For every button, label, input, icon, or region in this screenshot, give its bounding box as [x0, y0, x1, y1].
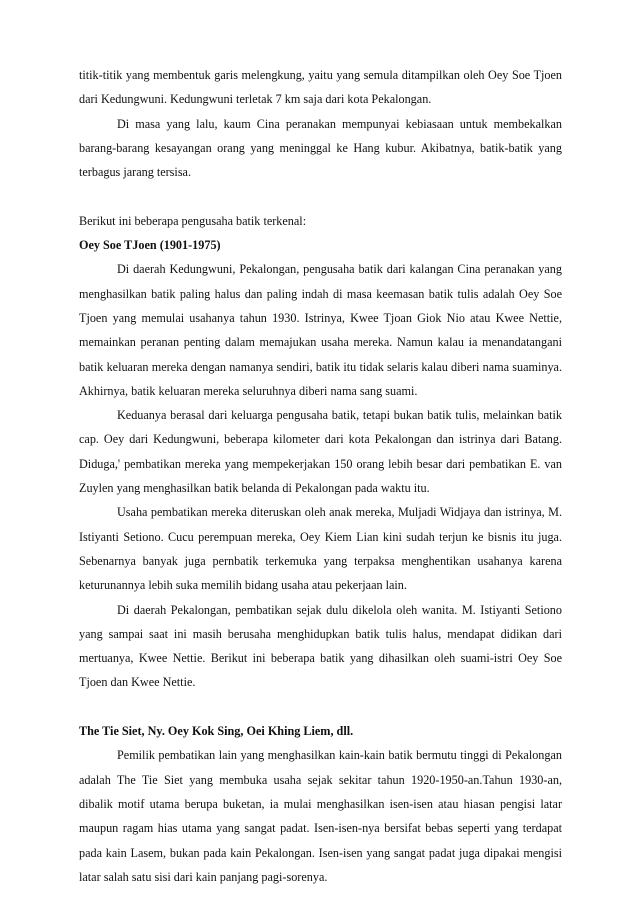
document-page: [79, 63, 562, 889]
paragraph-gap: [79, 184, 562, 208]
paragraph-continuation: titik-titik yang membentuk garis melengkung, yaitu yang semula ditampilkan oleh Oey Soe Tjoen dari Kedungwuni. Kedungwuni terletak 7 km saja dari kota Pekalongan.: [79, 68, 562, 107]
paragraph-burial-custom: Di masa yang lalu, kaum Cina peranakan mempunyai kebiasaan untuk membekalkan barang-barang kesayangan orang yang meninggal ke Hang kubur. Akibatnya, batik-batik yang terbagus jarang tersisa.: [79, 116, 562, 180]
section-heading-oey-soe-tjoen: Oey Soe TJoen (1901-1975): [79, 238, 221, 253]
list-intro: Berikut ini beberapa pengusaha batik terkenal:: [79, 213, 307, 228]
section1-paragraph-2: Keduanya berasal dari keluarga pengusaha batik, tetapi bukan batik tulis, melainkan batik cap. Oey dari Kedungwuni, beberapa kilometer dari kota Pekalongan dan istrinya dari Batang. Diduga,' pembatikan mereka yang mempekerjakan 150 orang lebih besar dari pembatikan E. van Zuylen yang menghasilkan batik belanda di Pekalongan pada waktu itu.: [79, 408, 562, 496]
section-heading-the-tie-siet: The Tie Siet, Ny. Oey Kok Sing, Oei Khing Liem, dll.: [79, 724, 354, 739]
section1-paragraph-4: Di daerah Pekalongan, pembatikan sejak dulu dikelola oleh wanita. M. Istiyanti Setiono yang sampai saat ini masih berusaha menghidupkan batik tulis halus, mendapat didikan dari mertuanya, Kwee Nettie. Berikut ini beberapa batik yang dihasilkan oleh suami-istri Oey Soe Tjoen dan Kwee Nettie.: [79, 602, 562, 690]
section1-paragraph-3: Usaha pembatikan mereka diteruskan oleh anak mereka, Muljadi Widjaya dan istrinya, M. Istiyanti Setiono. Cucu perempuan mereka, Oey Kiem Lian kini sudah terjun ke bisnis itu juga. Sebenarnya banyak juga pernbatik terkemuka yang terpaksa menghentikan usahanya karena keturunannya lebih suka memilih bidang usaha atau pekerjaan lain.: [79, 505, 562, 593]
paragraph-gap: [79, 695, 562, 719]
section1-paragraph-1: Di daerah Kedungwuni, Pekalongan, pengusaha batik dari kalangan Cina peranakan yang menghasilkan batik paling halus dan paling indah di masa keemasan batik tulis adalah Oey Soe Tjoen yang memulai usahanya tahun 1930. Istrinya, Kwee Tjoan Giok Nio atau Kwee Nettie, memainkan peranan penting dalam memajukan usaha mereka. Namun kalau ia menandatangani batik keluaran mereka dengan namanya sendiri, batik itu tidak selaris kalau diberi nama suaminya. Akhirnya, batik keluaran mereka seluruhnya diberi nama sang suami.: [79, 262, 562, 398]
section2-paragraph-1: Pemilik pembatikan lain yang menghasilkan kain-kain batik bermutu tinggi di Pekalongan adalah The Tie Siet yang membuka usaha sejak sekitar tahun 1920-1950-an.Tahun 1930-an, dibalik motif utama berupa buketan, ia mulai menghasilkan isen-isen atau hiasan pengisi latar maupun ragam hias utama yang sangat padat. Isen-isen-nya bersifat bebas seperti yang terdapat pada kain Lasem, bukan pada kain Pekalongan. Isen-isen yang sangat padat juga dipakai mengisi latar salah satu sisi dari kain panjang pagi-sorenya.: [79, 748, 562, 884]
